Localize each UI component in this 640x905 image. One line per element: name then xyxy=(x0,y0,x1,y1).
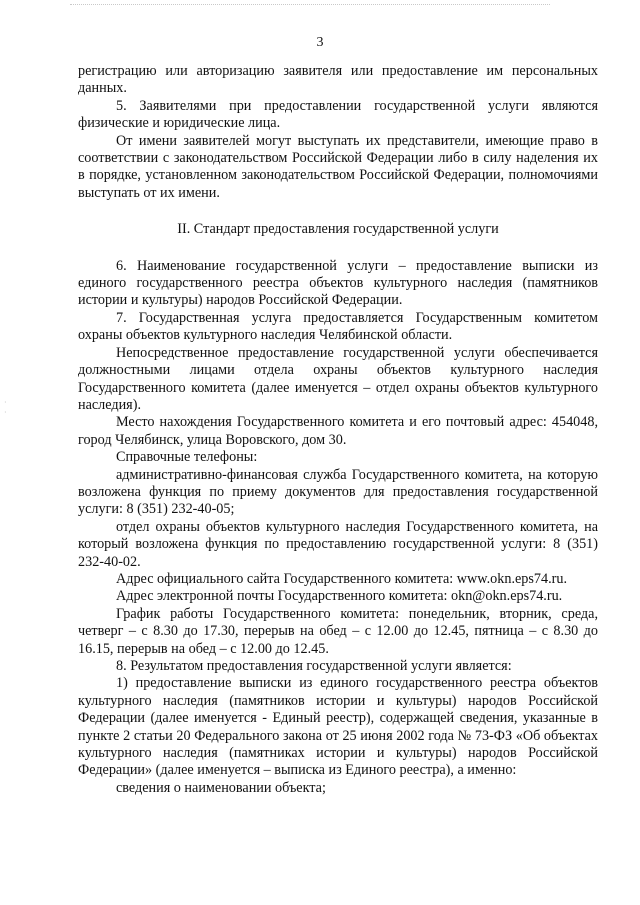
paragraph: Адрес электронной почты Государственного комитета: okn@okn.eps74.ru. xyxy=(116,588,563,605)
paragraph: сведения о наименовании объекта; xyxy=(116,779,326,796)
paragraph: 8. Результатом предоставления государственной услуги является: xyxy=(116,658,512,674)
page-number: 3 xyxy=(316,35,324,50)
section-heading: II. Стандарт предоставления государственной услуги xyxy=(177,221,499,238)
paragraph: График работы Государственного комитета: понедельник, вторник, среда, четверг – с 8.30 до 17.30, перерыв на обед – с 12.00 до 12.45, пятница – с 8.30 до 16.15, перерыв на обед – с 12.00 до 12.45. xyxy=(78,605,598,657)
paragraph: 5. Заявителями при предоставлении государственной услуги являются физические и юридические лица. xyxy=(78,97,598,132)
paragraph: Непосредственное предоставление государственной услуги обеспечивается должностными лицами отдела охраны объектов культурного наследия Государственного комитета (далее именуется – отдел охраны объектов культурного наследия). xyxy=(78,344,598,413)
paragraph: регистрацию или авторизацию заявителя или предоставление им персональных данных. xyxy=(78,63,598,97)
scan-margin-mark: · xyxy=(4,398,7,407)
paragraph: Справочные телефоны: xyxy=(116,449,258,466)
paragraph: 1) предоставление выписки из единого государственного реестра объектов культурного наследия (памятников истории и культуры) народов Российской Федерации (далее именуется - Единый реестр), содержащей сведения, указанные в пункте 2 статьи 20 Федерального закона от 25 июня 2002 года № 73-ФЗ «Об объектах культурного наследия (памятниках истории и культуры) народов Российской Федерации» (далее именуется – выписка из Единого реестра), а именно: xyxy=(78,675,598,779)
paragraph: административно-финансовая служба Государственного комитета, на которую возложена функция по приему документов для предоставления государственной услуги: 8 (351) 232-40-05; xyxy=(78,466,598,518)
paragraph: 7. Государственная услуга предоставляется Государственным комитетом охраны объектов культурного наследия Челябинской области. xyxy=(78,309,598,344)
document-body xyxy=(78,63,598,797)
scan-margin-mark: · xyxy=(4,408,7,417)
paragraph: Адрес официального сайта Государственного комитета: www.okn.eps74.ru. xyxy=(116,570,567,587)
paragraph: Место нахождения Государственного комитета и его почтовый адрес: 454048, город Челябинск, улица Воровского, дом 30. xyxy=(78,414,598,448)
scan-artifact-line xyxy=(70,4,550,8)
paragraph: От имени заявителей могут выступать их представители, имеющие право в соответствии с законодательством Российской Федерации либо в силу наделения их в порядке, установленном законодательством Российской Федерации, полномочиями выступать от их имени. xyxy=(78,132,598,201)
paragraph: 6. Наименование государственной услуги – предоставление выписки из единого государственного реестра объектов культурного наследия (памятников истории и культуры) народов Российской Федерации. xyxy=(78,257,598,309)
paragraph: отдел охраны объектов культурного наследия Государственного комитета, на который возложена функция по предоставлению государственной услуги: 8 (351) 232-40-02. xyxy=(78,518,598,570)
